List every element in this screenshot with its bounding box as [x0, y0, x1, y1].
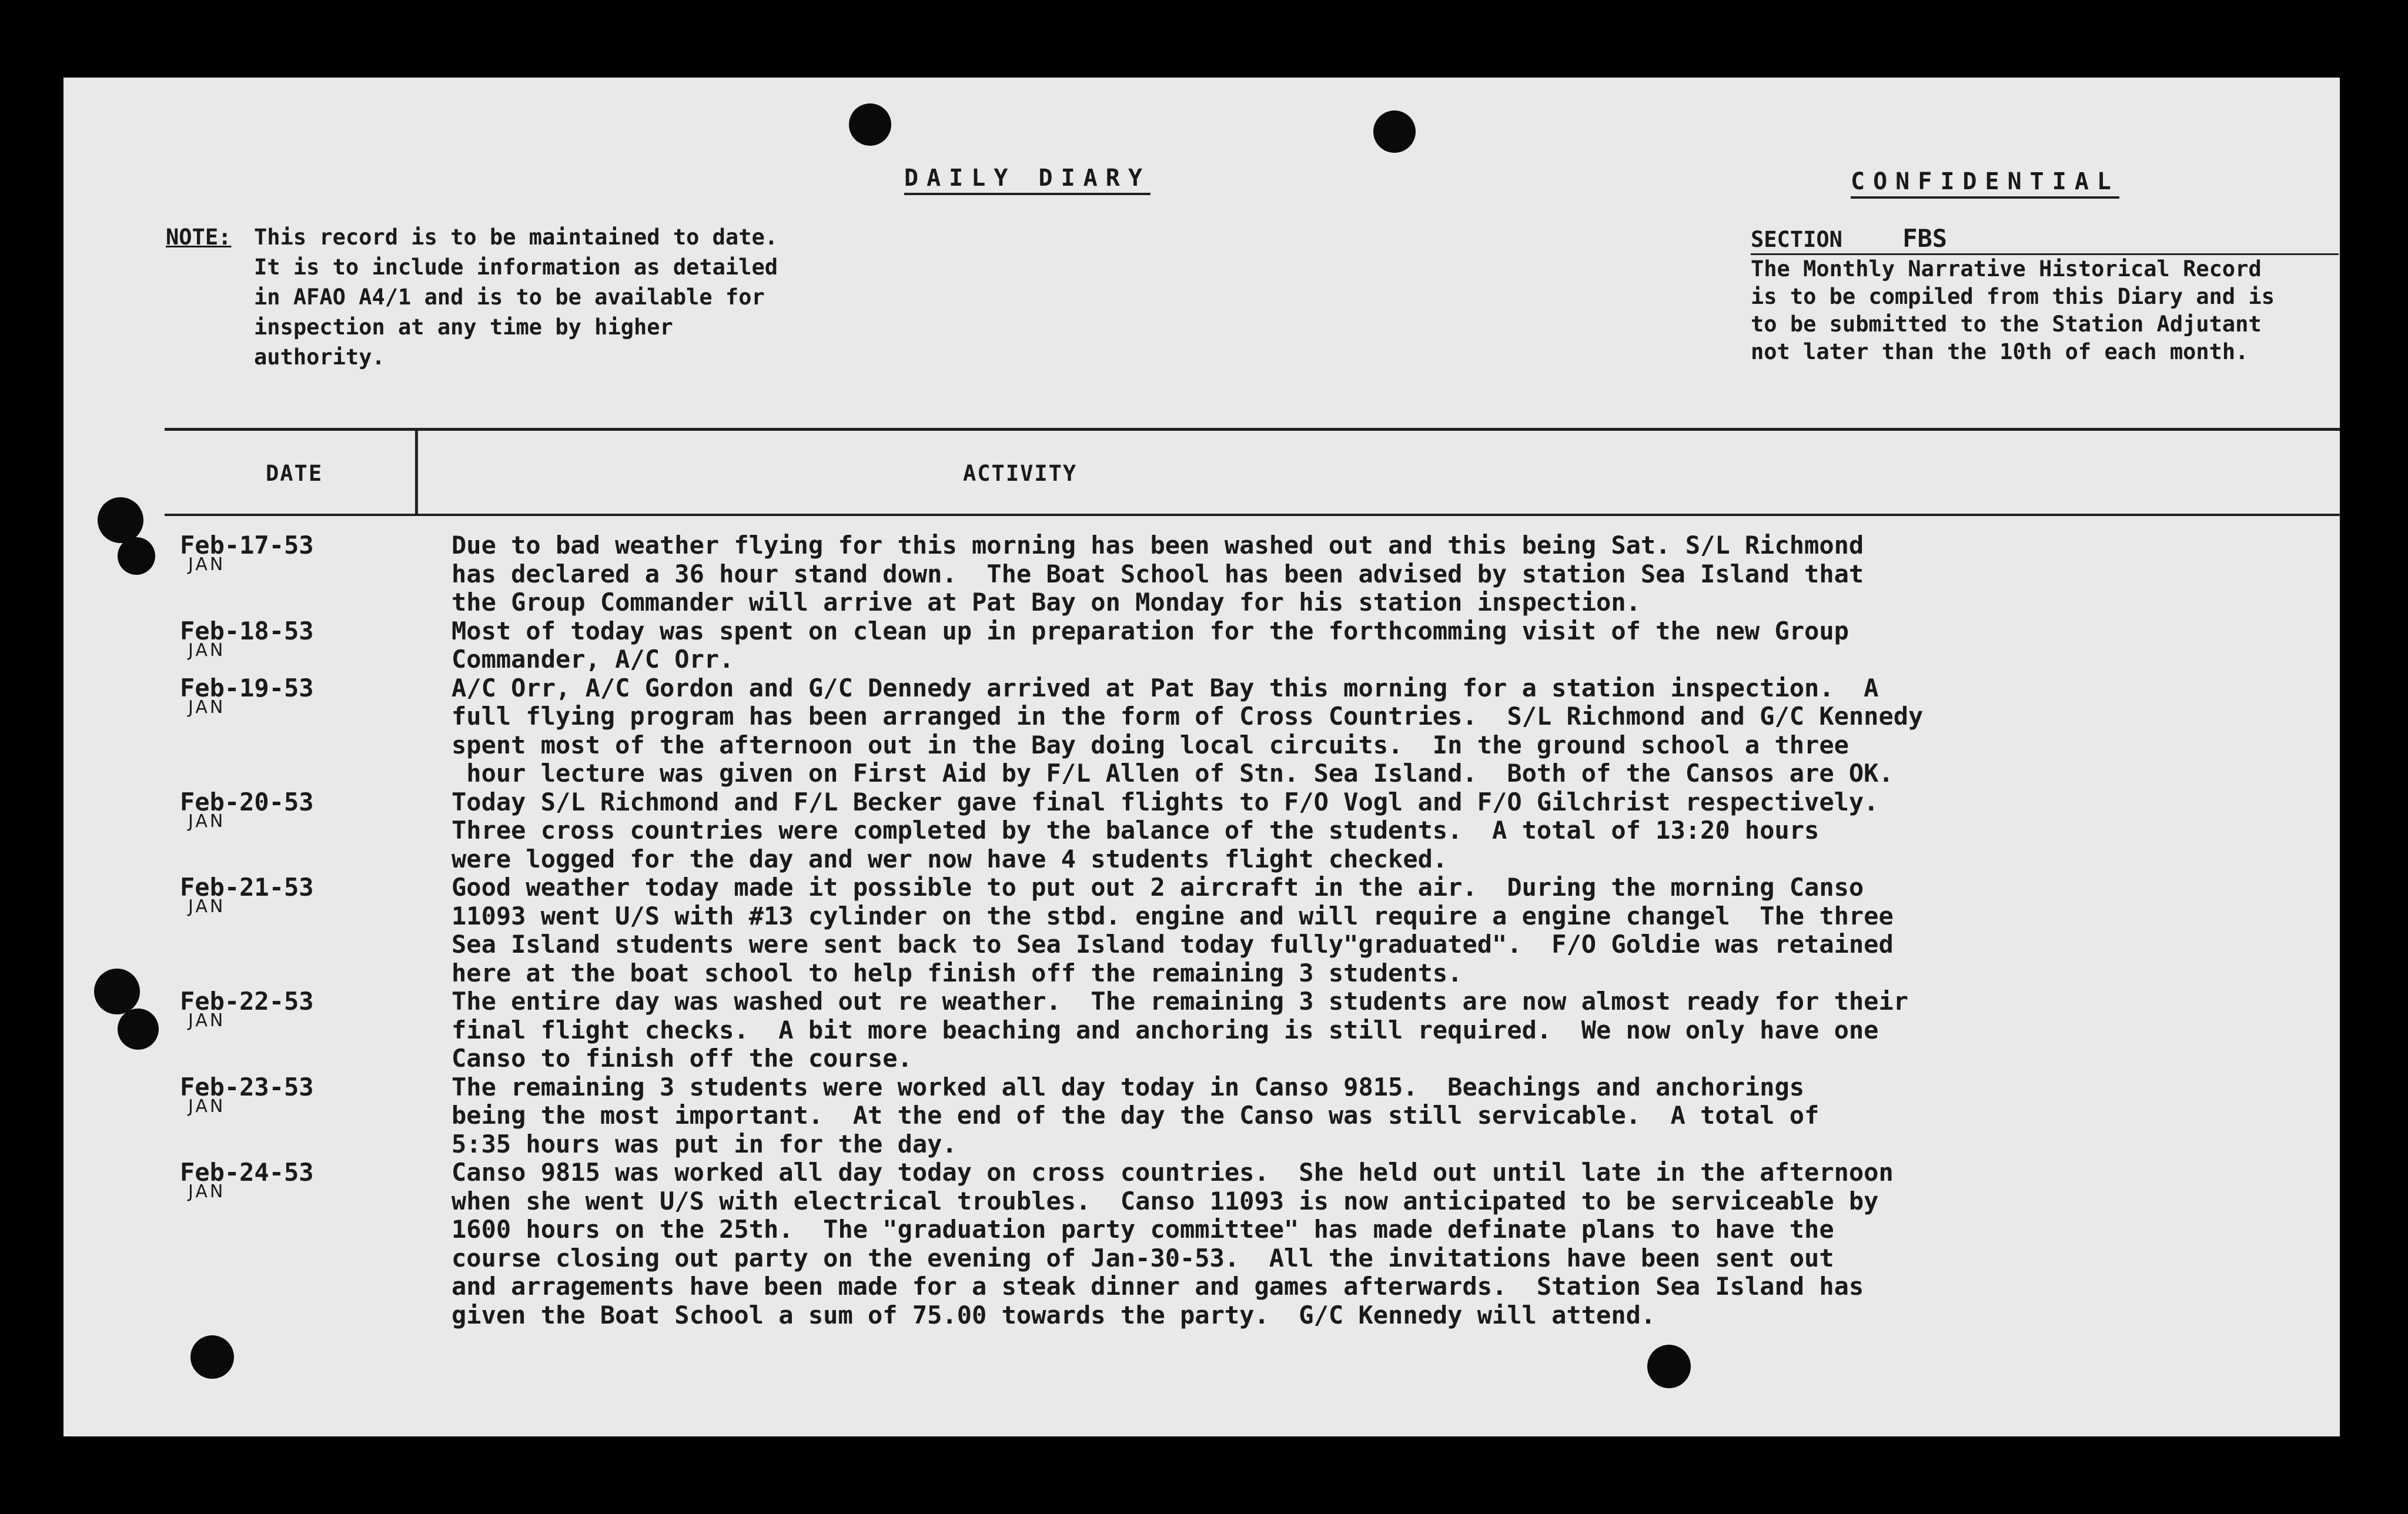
- activity-line: full flying program has been arranged in the form of Cross Countries. S/L Richmond and G/C Kennedy: [452, 702, 1924, 731]
- activity-line: Commander, A/C Orr.: [452, 645, 734, 674]
- entry-date-text: Feb-18-53: [180, 616, 314, 645]
- activity-line: 11093 went U/S with #13 cylinder on the stbd. engine and will require a engine changel The three: [452, 901, 1894, 930]
- punch-hole: [190, 1335, 234, 1379]
- note-text: [254, 222, 959, 372]
- activity-line: Canso to finish off the course.: [452, 1044, 912, 1073]
- activity-line: when she went U/S with electrical troubles. Canso 11093 is now anticipated to be serviceable by: [452, 1186, 1879, 1215]
- diary-entry: [63, 674, 2340, 788]
- activity-line: final flight checks. A bit more beaching and anchoring is still required. We now only have one: [452, 1015, 1879, 1044]
- activity-line: being the most important. At the end of the day the Canso was still servicable. A total of: [452, 1101, 1820, 1130]
- activity-line: Good weather today made it possible to put out 2 aircraft in the air. During the morning Canso: [452, 873, 1864, 902]
- entry-activity: [452, 1073, 2321, 1159]
- activity-line: Sea Island students were sent back to Sea Island today fully"graduated". F/O Goldie was retained: [452, 930, 1894, 959]
- activity-line: Today S/L Richmond and F/L Becker gave final flights to F/O Vogl and F/O Gilchrist respectively.: [452, 787, 1879, 816]
- entry-month-annotation: JAN: [188, 1181, 226, 1202]
- entry-month-annotation: JAN: [188, 639, 226, 661]
- activity-line: A/C Orr, A/C Gordon and G/C Dennedy arrived at Pat Bay this morning for a station inspection. A: [452, 673, 1879, 702]
- date-column-header: DATE: [266, 461, 323, 486]
- activity-line: and arragements have been made for a steak dinner and games afterwards. Station Sea Island has: [452, 1272, 1864, 1301]
- document-title: DAILY DIARY: [904, 165, 1151, 195]
- entry-date: [63, 1073, 452, 1159]
- entry-month-annotation: JAN: [188, 810, 226, 832]
- activity-line: Due to bad weather flying for this morning has been washed out and this being Sat. S/L Richmond: [452, 531, 1864, 560]
- entry-month-annotation: JAN: [188, 1096, 226, 1117]
- section-block: [1751, 225, 2339, 366]
- activity-line: Canso 9815 was worked all day today on cross countries. She held out until late in the afternoon: [452, 1158, 1894, 1187]
- note-label: NOTE:: [166, 225, 232, 250]
- entry-date: [63, 1158, 452, 1329]
- table-top-rule: [165, 428, 2340, 431]
- entry-activity: [452, 1158, 2321, 1329]
- entry-date-text: Feb-23-53: [180, 1072, 314, 1101]
- diary-entry: [63, 788, 2340, 874]
- note-line: inspection at any time by higher: [254, 314, 673, 340]
- activity-line: course closing out party on the evening of Jan-30-53. All the invitations have been sent out: [452, 1243, 1834, 1272]
- diary-entries: [63, 531, 2340, 1329]
- activity-line: The entire day was washed out re weather. The remaining 3 students are now almost ready for their: [452, 987, 1909, 1016]
- entry-date: [63, 617, 452, 674]
- date-column-divider: [415, 429, 418, 516]
- activity-line: The remaining 3 students were worked all day today in Canso 9815. Beachings and anchorings: [452, 1072, 1805, 1101]
- entry-date: [63, 674, 452, 788]
- punch-hole: [1373, 110, 1416, 153]
- entry-month-annotation: JAN: [188, 696, 226, 718]
- classification-label: CONFIDENTIAL: [1851, 168, 2119, 199]
- section-row: [1751, 225, 2339, 253]
- punch-hole: [1647, 1345, 1691, 1388]
- note-block: [166, 222, 942, 370]
- note-line: in AFAO A4/1 and is to be available for: [254, 284, 765, 310]
- entry-date: [63, 987, 452, 1073]
- diary-entry: [63, 531, 2340, 617]
- activity-line: 1600 hours on the 25th. The "graduation party committee" has made definate plans to have the: [452, 1215, 1834, 1244]
- entry-date-text: Feb-24-53: [180, 1158, 314, 1187]
- entry-date-text: Feb-17-53: [180, 531, 314, 560]
- entry-activity: [452, 788, 2321, 874]
- activity-line: the Group Commander will arrive at Pat Bay on Monday for his station inspection.: [452, 588, 1641, 617]
- activity-line: has declared a 36 hour stand down. The Boat School has been advised by station Sea Island that: [452, 559, 1864, 588]
- diary-entry: [63, 873, 2340, 987]
- section-label: SECTION: [1751, 227, 1842, 252]
- entry-date: [63, 788, 452, 874]
- activity-line: Three cross countries were completed by the balance of the students. A total of 13:20 hours: [452, 816, 1820, 845]
- diary-page: [63, 78, 2340, 1436]
- entry-month-annotation: JAN: [188, 554, 226, 575]
- activity-line: 5:35 hours was put in for the day.: [452, 1129, 957, 1158]
- activity-line: were logged for the day and wer now have 4 students flight checked.: [452, 844, 1448, 873]
- section-line: is to be compiled from this Diary and is: [1751, 284, 2275, 309]
- entry-date-text: Feb-21-53: [180, 873, 314, 902]
- note-line: authority.: [254, 344, 385, 370]
- entry-activity: [452, 617, 2321, 674]
- entry-activity: [452, 674, 2321, 788]
- activity-column-header: ACTIVITY: [963, 461, 1078, 486]
- entry-date: [63, 873, 452, 987]
- punch-hole: [849, 103, 891, 146]
- entry-month-annotation: JAN: [188, 896, 226, 917]
- table-header-rule: [165, 514, 2340, 516]
- entry-month-annotation: JAN: [188, 1010, 226, 1031]
- activity-line: Most of today was spent on clean up in preparation for the forthcomming visit of the new Group: [452, 616, 1849, 645]
- entry-activity: [452, 987, 2321, 1073]
- section-line: to be submitted to the Station Adjutant: [1751, 311, 2262, 337]
- entry-activity: [452, 531, 2321, 617]
- diary-entry: [63, 617, 2340, 674]
- note-line: It is to include information as detailed: [254, 254, 778, 280]
- entry-date-text: Feb-20-53: [180, 787, 314, 816]
- section-line: The Monthly Narrative Historical Record: [1751, 253, 2339, 283]
- diary-entry: [63, 987, 2340, 1073]
- note-line: This record is to be maintained to date.: [254, 225, 778, 250]
- entry-date-text: Feb-19-53: [180, 673, 314, 702]
- activity-line: here at the boat school to help finish off the remaining 3 students.: [452, 958, 1463, 987]
- section-line: not later than the 10th of each month.: [1751, 339, 2249, 364]
- entry-activity: [452, 873, 2321, 987]
- diary-entry: [63, 1158, 2340, 1329]
- entry-date-text: Feb-22-53: [180, 987, 314, 1016]
- activity-line: spent most of the afternoon out in the Bay doing local circuits. In the ground school a three: [452, 730, 1849, 759]
- section-code: FBS: [1902, 224, 1948, 253]
- activity-line: hour lecture was given on First Aid by F/L Allen of Stn. Sea Island. Both of the Cansos are OK.: [452, 759, 1894, 788]
- activity-line: given the Boat School a sum of 75.00 towards the party. G/C Kennedy will attend.: [452, 1300, 1656, 1329]
- diary-entry: [63, 1073, 2340, 1159]
- entry-date: [63, 531, 452, 617]
